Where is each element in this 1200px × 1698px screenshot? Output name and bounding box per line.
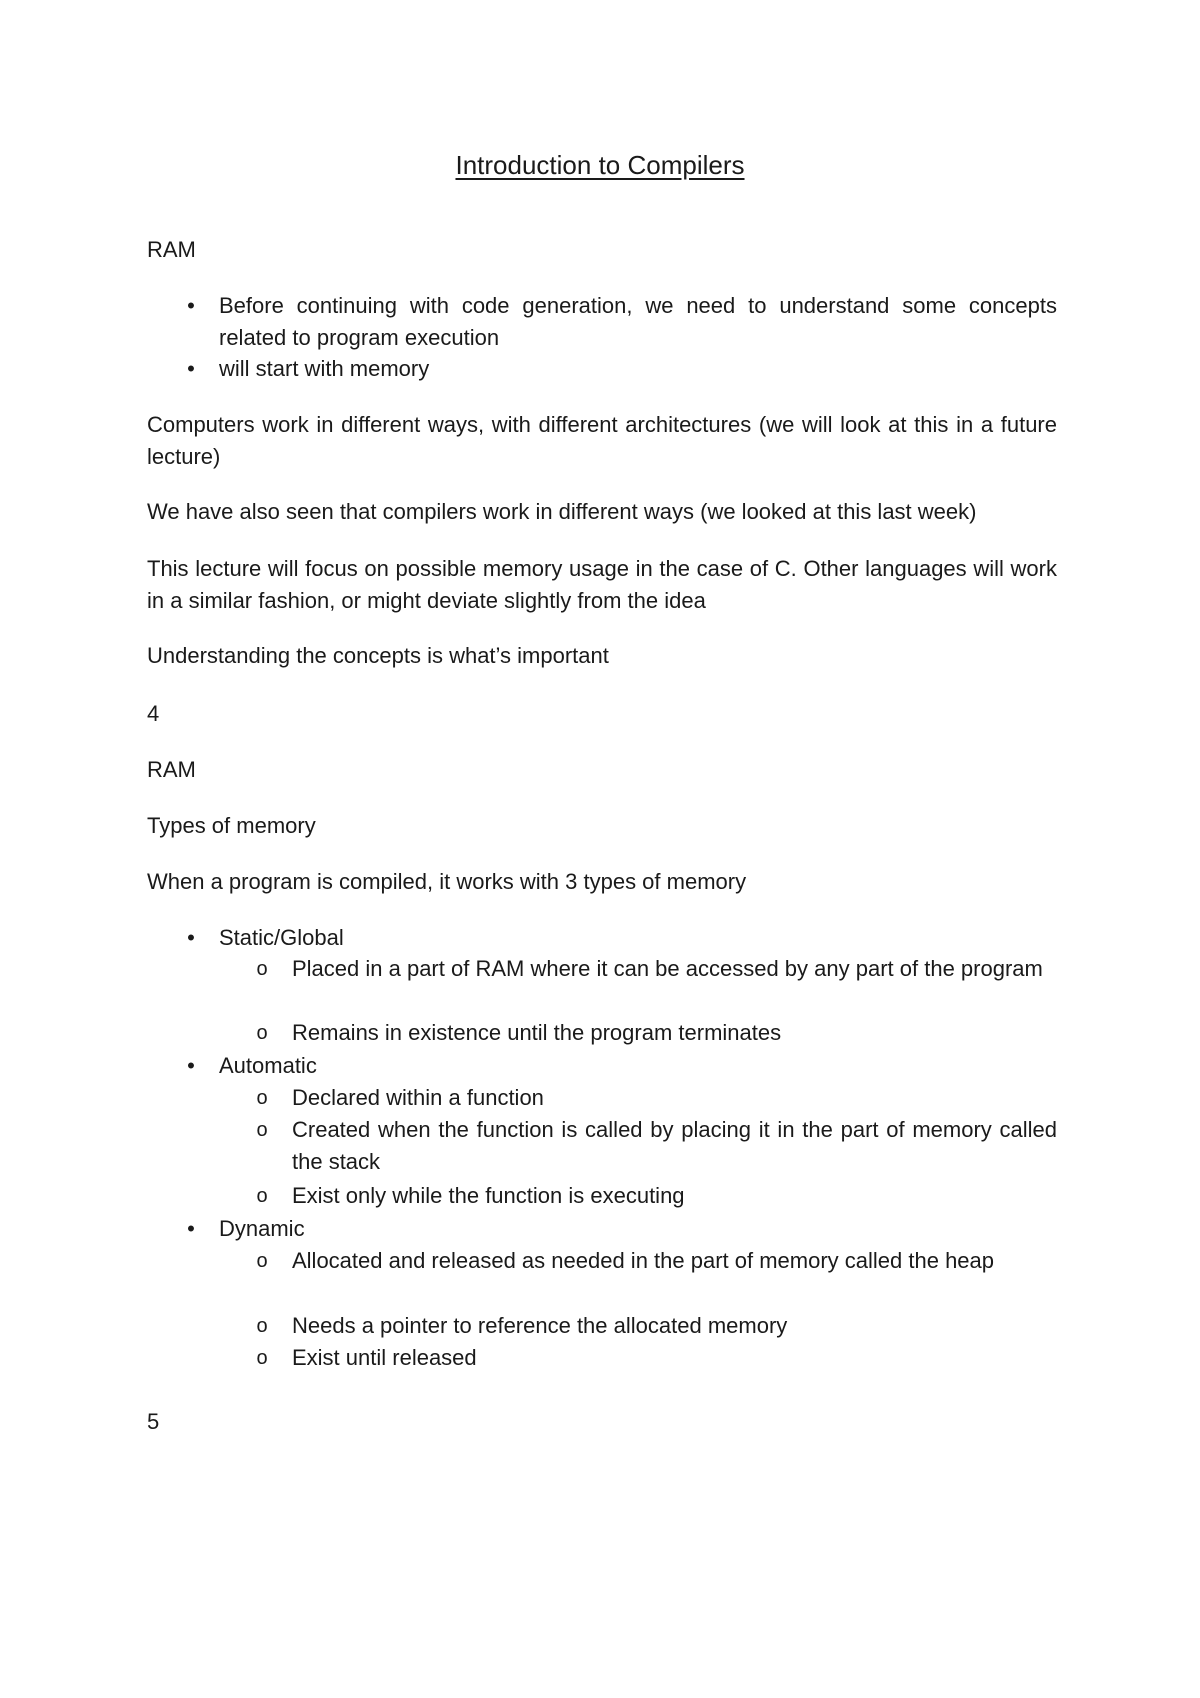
sub-bullet-text: Declared within a function [292, 1085, 544, 1110]
sub-bullet-text: Created when the function is called by placing it in the part of memory called the stack [292, 1117, 1057, 1174]
bullet-text: Before continuing with code generation, we need to understand some concepts related to program execution [219, 293, 1057, 350]
sub-bullet-text: Needs a pointer to reference the allocated memory [292, 1313, 788, 1338]
section-heading-ram: RAM [147, 237, 196, 262]
slide-number: 5 [147, 1409, 160, 1434]
sub-bullet-text: Allocated and released as needed in the part of memory called the heap [292, 1248, 995, 1273]
sub-bullet-text: Exist until released [292, 1345, 477, 1370]
bullet-icon: • [187, 925, 195, 950]
sub-bullet-icon: o [256, 1347, 268, 1369]
sub-bullet-icon: o [256, 1119, 268, 1141]
bullet-icon: • [187, 356, 195, 381]
sub-bullet-text: Placed in a part of RAM where it can be accessed by any part of the program [292, 956, 1043, 981]
sub-bullet-icon: o [256, 1315, 268, 1337]
bullet-text: will start with memory [219, 356, 430, 381]
sub-bullet-text: Exist only while the function is executing [292, 1183, 685, 1208]
section-heading-ram: RAM [147, 757, 196, 782]
sub-bullet-icon: o [256, 1022, 268, 1044]
paragraph: Understanding the concepts is what’s important [147, 643, 609, 668]
section-subheading: Types of memory [147, 813, 316, 838]
sub-bullet-text: Remains in existence until the program terminates [292, 1020, 782, 1045]
sub-bullet-icon: o [256, 1185, 268, 1207]
paragraph: We have also seen that compilers work in different ways (we looked at this last week) [147, 499, 977, 524]
slide-number: 4 [147, 701, 160, 726]
memory-type-name: Static/Global [219, 925, 344, 950]
paragraph: This lecture will focus on possible memory usage in the case of C. Other languages will work in a similar fashion, or might deviate slightly from the idea [147, 556, 1057, 613]
memory-type-name: Dynamic [219, 1216, 305, 1241]
bullet-icon: • [187, 293, 195, 318]
paragraph: When a program is compiled, it works with 3 types of memory [147, 869, 747, 894]
bullet-icon: • [187, 1053, 195, 1078]
page-title: Introduction to Compilers [455, 150, 745, 180]
sub-bullet-icon: o [256, 958, 268, 980]
bullet-icon: • [187, 1216, 195, 1241]
sub-bullet-icon: o [256, 1087, 268, 1109]
sub-bullet-icon: o [256, 1250, 268, 1272]
paragraph: Computers work in different ways, with different architectures (we will look at this in a future lecture) [147, 412, 1057, 469]
memory-type-name: Automatic [219, 1053, 317, 1078]
